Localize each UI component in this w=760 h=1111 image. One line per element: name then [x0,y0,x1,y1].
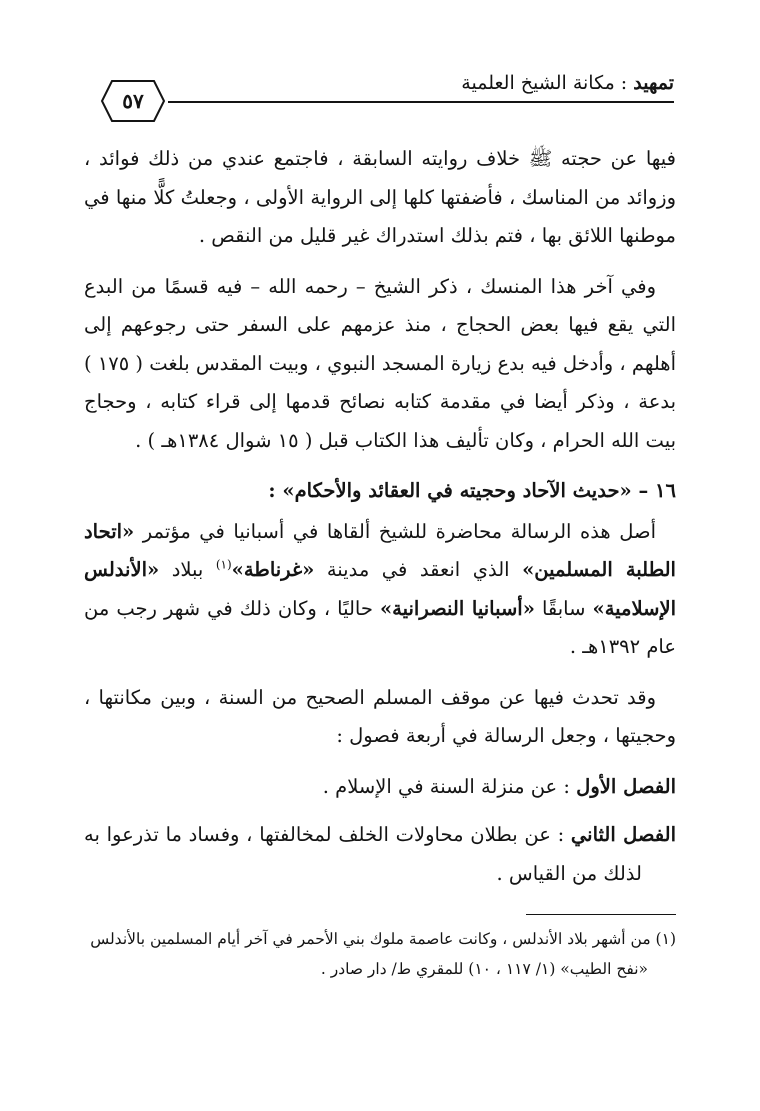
paragraph-1: فيها عن حجته ﷺ خلاف روايته السابقة ، فاجتمع عندي من ذلك فوائد ، وزوائد من المناسك ، فأضفتها كلها إلى الرواية الأولى ، وجعلتُ كلًّا منها في موطنها اللائق بها ، فتم بذلك استدراك غير قليل من النقص . [84,147,676,247]
page-number-frame [100,79,166,123]
main-text [84,140,676,903]
header-separator: : [614,72,634,94]
chapter-2-line [84,816,676,893]
footnote-rule [526,914,676,915]
p3-bold-conference: «اتحاد الطلبة المسلمين» [84,519,676,581]
p3-text-a: أصل هذه الرسالة محاضرة للشيخ ألقاها في أسبانيا في مؤتمر [134,519,656,543]
p3-bold-granada: «غرناطة» [231,558,315,581]
footnote-1-line-1 [82,924,676,954]
header-rule [168,101,674,103]
footnote-reference[interactable]: (١) [215,557,232,572]
chapter-2-label: الفصل الثاني [570,823,676,846]
p3-bold-andalus: «الأندلس الإسلامية» [84,558,676,620]
footnote-1-text: من أشهر بلاد الأندلس ، وكانت عاصمة ملوك بني الأحمر في آخر أيام المسلمين بالأندلس [90,930,656,948]
chapter-1-line [84,768,676,807]
paragraph-3 [84,513,676,667]
p3-text-i: حاليًا ، وكان ذلك في شهر رجب من عام ١٣٩٢هـ . [84,596,676,658]
footnotes [82,924,676,984]
p3-text-c: الذي انعقد في مدينة [314,558,523,581]
section-title: «حديث الآحاد وحجيته في العقائد والأحكام» [282,479,632,502]
chapter-1-label: الفصل الأول [576,774,676,798]
header-label: تمهيد [633,72,674,94]
section-colon: : [268,479,283,502]
footnote-1-line-2: «نفح الطيب» (١/ ١١٧ ، ١٠) للمقري ط/ دار صادر . [320,960,648,978]
header-title: مكانة الشيخ العلمية [461,72,615,94]
chapter-2-text: : عن بطلان محاولات الخلف لمخالفتها ، وفساد ما تذرعوا به لذلك من القياس . [84,823,642,885]
section-number: ١٦ – [631,479,676,502]
page-number: ٥٧ [122,89,144,113]
p3-bold-spain: «أسبانيا النصرانية» [379,596,535,620]
chapter-1-text: : عن منزلة السنة في الإسلام . [322,774,577,798]
footnote-marker: (١) [655,930,676,948]
paragraph-4: وقد تحدث فيها عن موقف المسلم الصحيح من السنة ، وبين مكانتها ، وحجيتها ، وجعل الرسالة في أربعة فصول : [84,685,676,747]
paragraph-2: وفي آخر هذا المنسك ، ذكر الشيخ – رحمه الله – فيه قسمًا من البدع التي يقع فيها بعض الحجاج ، منذ عزمهم على السفر حتى رجوعهم إلى أهلهم ، وأدخل فيه بدع زيارة المسجد النبوي ، وبيت المقدس بلغت ( ١٧٥ ) بدعة ، وذكر أيضا في مقدمة كتابه نصائح قدمها إلى قراء كتابه ، وحجاج بيت الله الحرام ، وكان تأليف هذا الكتاب قبل ( ١٥ شوال ١٣٨٤هـ ) . [83,274,676,452]
running-header [461,72,674,94]
section-heading [84,472,676,511]
p3-text-g: سابقًا [534,596,593,620]
p3-text-e: ببلاد [159,558,216,581]
